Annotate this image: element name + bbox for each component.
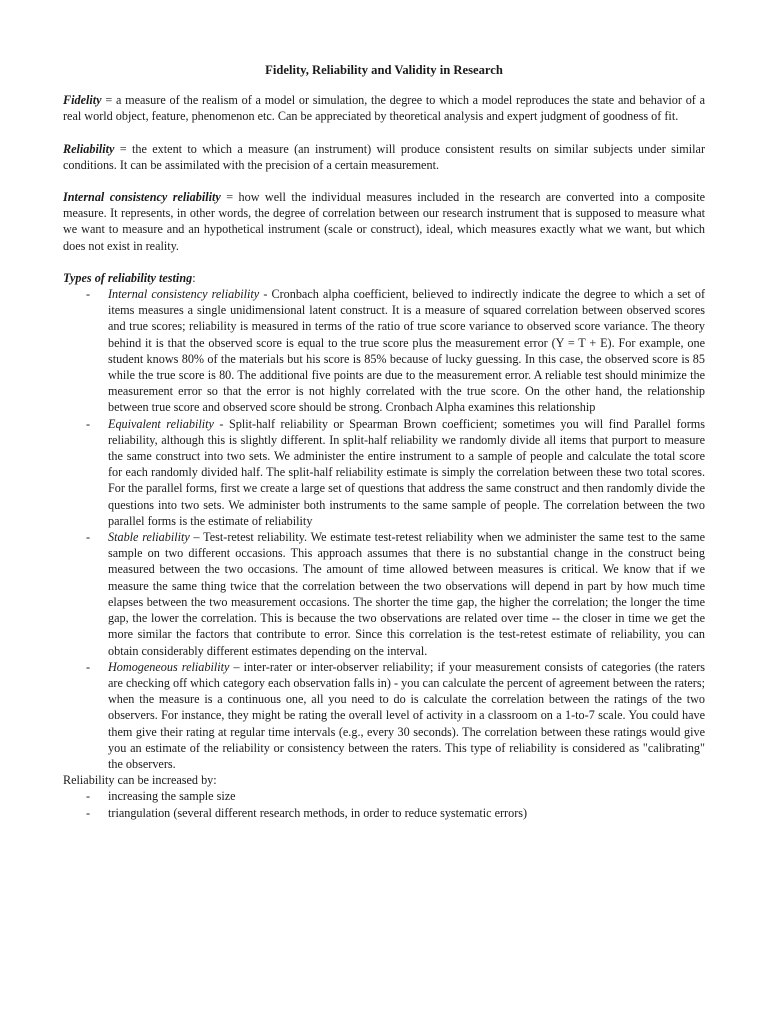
fidelity-term: Fidelity [63, 93, 102, 108]
reliability-text: the extent to which a measure (an instrument) will produce consistent results on similar subjects under similar conditions. It can be assimilated with the precision of a certain measurement. [63, 141, 705, 172]
type-name: Stable reliability [108, 530, 190, 545]
type-name: Homogeneous reliability [108, 659, 230, 674]
list-item [63, 659, 705, 772]
reliability-eq: = [114, 141, 133, 156]
increase-item-text: triangulation (several different research methods, in order to reduce systematic errors) [108, 805, 528, 820]
document-title: Fidelity, Reliability and Validity in Research [265, 63, 503, 77]
internal-consistency-paragraph [63, 189, 705, 254]
type-description: – Test-retest reliability. We estimate test-retest reliability when we administer the same test to the same sample on two different occasions. This approach assumes that there is no substantial change in the construct being measured between the two occasions. The amount of time allowed between measures is critical. We know that if we measure the same thing twice that the correlation between the two observations will depend in part by how much time elapses between the two measurement occasions. The shorter the time gap, the higher the correlation; the longer the time gap, the lower the correlation. This is because the two observations are related over time -- the closer in time we get the more similar the factors that contribute to error. Since this correlation is the test-retest estimate of reliability, you can obtain considerably different estimates depending on the interval. [108, 530, 705, 658]
type-description: - Split-half reliability or Spearman Brown coefficient; sometimes you will find Parallel forms reliability, although this is slightly different. In split-half reliability we randomly divide all items that purport to measure the same construct into two sets. We administer the entire instrument to a sample of people and calculate the total score for each randomly divided half. The split-half reliability estimate is simply the correlation between these two total scores. For the parallel forms, first we create a large set of questions that address the same construct and then randomly divide the questions into two sets. We administer both instruments to the same sample of people. The correlation between the two parallel forms is the estimate of reliability [108, 416, 705, 528]
type-name: Internal consistency reliability [108, 287, 260, 302]
list-item [63, 416, 705, 529]
fidelity-eq: = [101, 93, 116, 108]
fidelity-paragraph [63, 92, 705, 124]
type-name: Equivalent reliability [108, 416, 214, 431]
dash-bullet: - [86, 659, 91, 674]
list-item [63, 529, 705, 659]
reliability-term: Reliability [63, 141, 115, 156]
list-item [63, 286, 705, 416]
types-heading [63, 270, 705, 286]
dash-bullet: - [86, 789, 91, 804]
dash-bullet: - [86, 805, 91, 820]
internal-consistency-text: how well the individual measures included in the research are converted into a composite measure. It represents, in other words, the degree of correlation between our research instrument that is supposed to measure what we want to measure and an hypothetical instrument (scale or construct), ideal, which measures exactly what we want, but which does not exist in reality. [63, 190, 705, 253]
dash-bullet: - [86, 530, 91, 545]
list-item [63, 788, 705, 804]
types-heading-text: Types of reliability testing [63, 270, 193, 285]
type-description: – inter-rater or inter-observer reliability; if your measurement consists of categories (the raters are checking off which category each observation falls in) - you can calculate the percent of agreement between the raters; when the measure is a continuous one, all you need to do is calculate the correlation between the ratings of the two observers. For instance, they might be rating the overall level of activity in a classroom on a 1-to-7 scale. You could have them give their rating at regular time intervals (e.g., every 30 seconds). The correlation between these ratings would give you an estimate of the reliability or consistency between the raters. This type of reliability is considered as "calibrating" the observers. [108, 659, 705, 771]
type-description: - Cronbach alpha coefficient, believed to indirectly indicate the degree to which a set of items measures a single unidimensional latent construct. It is a measure of squared correlation between observed scores and true scores; reliability is measured in terms of the ratio of true score variance to observed score variance. The theory behind it is that the observed score is equal to the true score plus the measurement error (Y = T + E). For example, one student knows 80% of the materials but his score is 85% because of lucky guessing. In this case, the observed score is 85 while the true score is 80. The additional five points are due to the measurement error. A reliable test should minimize the measurement error so that the error is not highly correlated with the true score. On the other hand, the relationship between true score and observed score should be strong. Cronbach Alpha examines this relationship [108, 287, 706, 415]
types-heading-colon: : [192, 270, 196, 285]
increase-item-text: increasing the sample size [108, 789, 236, 804]
list-item [63, 805, 705, 821]
internal-consistency-eq: = [220, 190, 239, 205]
fidelity-text: a measure of the realism of a model or simulation, the degree to which a model reproduces the state and behavior of a real world object, feature, phenomenon etc. Can be appreciated by theoretical analysis and expert judgment of goodness of fit. [63, 93, 706, 124]
internal-consistency-term: Internal consistency reliability [63, 190, 221, 205]
reliability-types-list [63, 286, 705, 772]
dash-bullet: - [86, 287, 91, 302]
increase-intro: Reliability can be increased by: [63, 773, 217, 788]
increase-list [63, 788, 705, 820]
document-page [63, 62, 705, 821]
reliability-paragraph [63, 141, 705, 173]
dash-bullet: - [86, 416, 91, 431]
